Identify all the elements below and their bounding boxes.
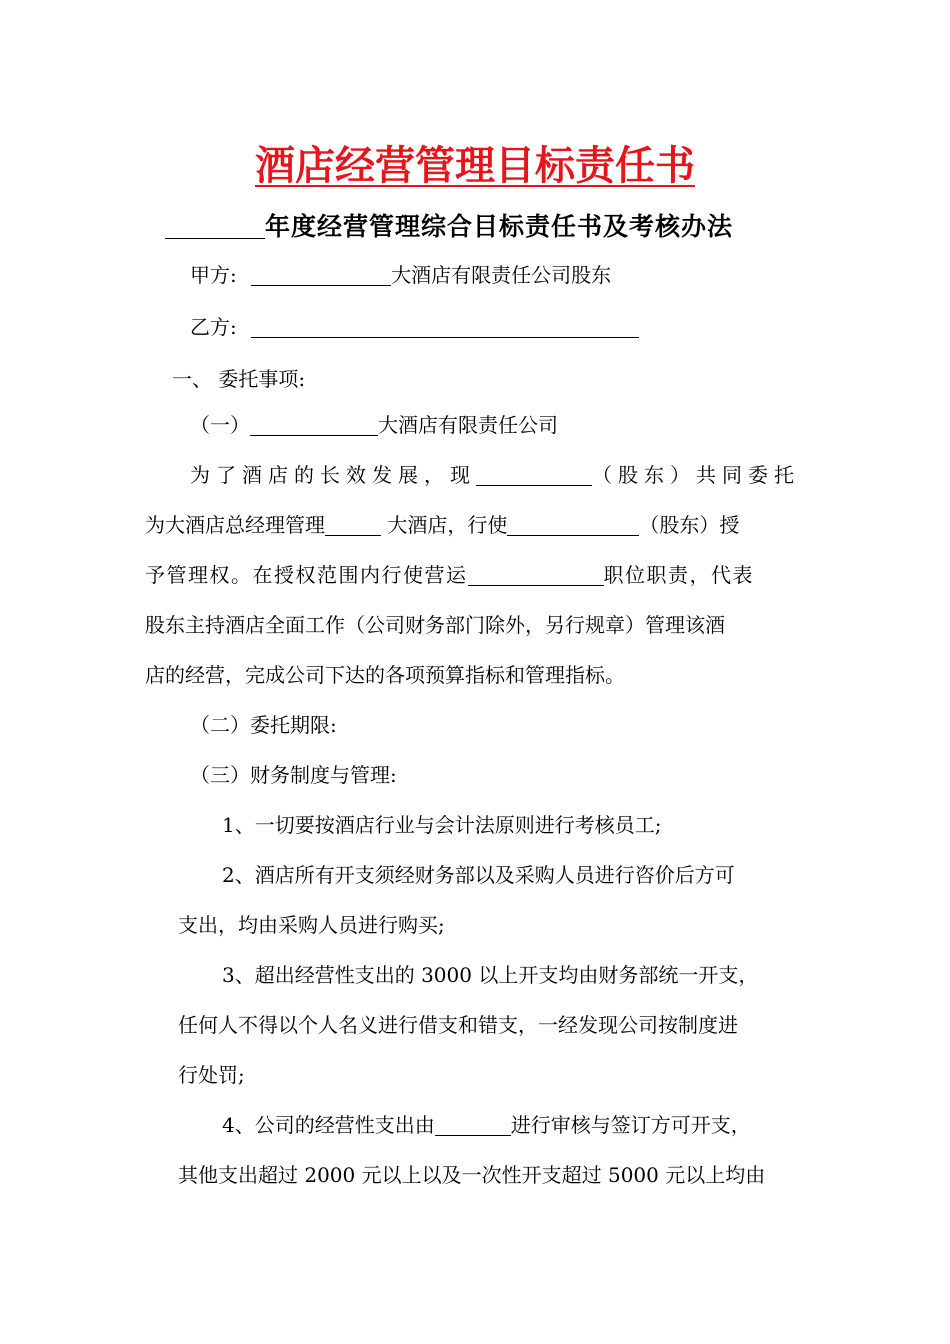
para-1-line-2 (145, 510, 739, 540)
sub-1-text: 大酒店有限责任公司 (378, 413, 558, 437)
para-1-line-3 (145, 560, 754, 590)
para-1-blank-4 (468, 563, 604, 586)
para-1-line-1-b: （股东）共同委托 (592, 463, 800, 487)
sub-2-heading: （二）委托期限: (190, 713, 337, 737)
document-subtitle (165, 210, 733, 244)
para-1-line-3-a: 予管理权。在授权范围内行使营运 (145, 563, 468, 587)
item-4-line-1 (222, 1110, 751, 1140)
sub-1-blank (250, 413, 378, 436)
para-1-line-2-c: （股东）授 (639, 513, 740, 537)
para-1-line-2-b: 大酒店，行使 (381, 513, 508, 537)
item-4-blank (435, 1113, 511, 1136)
item-4-line-2: 其他支出超过 2000 元以上以及一次性开支超过 5000 元以上均由 (178, 1163, 766, 1187)
sub-3-heading: （三）财务制度与管理: (190, 763, 397, 787)
para-1-line-5: 店的经营，完成公司下达的各项预算指标和管理指标。 (145, 663, 625, 687)
section-1-heading: 一、 委托事项: (172, 367, 306, 391)
para-1-blank-3 (507, 513, 639, 536)
item-3-line-2: 任何人不得以个人名义进行借支和错支，一经发现公司按制度进 (178, 1013, 738, 1037)
party-a-blank (251, 263, 391, 286)
para-1-blank-2 (325, 513, 381, 536)
document-title (0, 140, 950, 192)
item-4-line-1-b: 进行审核与签订方可开支， (510, 1113, 751, 1137)
party-a-line (190, 260, 611, 290)
para-1-line-1 (190, 460, 800, 490)
para-1-line-3-b: 职位职责，代表 (603, 563, 754, 587)
document-title-text: 酒店经营管理目标责任书 (255, 142, 695, 189)
para-1-line-4: 股东主持酒店全面工作（公司财务部门除外，另行规章）管理该酒 (145, 613, 725, 637)
item-3-line-1: 3、超出经营性支出的 3000 以上开支均由财务部统一开支， (222, 963, 759, 987)
item-4-line-1-a: 4、公司的经营性支出由 (222, 1113, 435, 1137)
para-1-blank-1 (476, 463, 592, 486)
sub-1-line (190, 410, 558, 440)
party-b-blank (251, 315, 639, 338)
item-3-line-3: 行处罚; (178, 1063, 245, 1087)
party-b-label: 乙方: (190, 315, 237, 339)
para-1-line-2-a: 为大酒店总经理管理 (145, 513, 325, 537)
sub-1-num: （一） (190, 413, 250, 437)
item-2-line-2: 支出，均由采购人员进行购买; (178, 913, 445, 937)
party-a-text: 大酒店有限责任公司股东 (391, 263, 612, 287)
party-a-label: 甲方: (190, 263, 237, 287)
year-blank (165, 216, 265, 239)
party-b-line (190, 312, 639, 342)
subtitle-text: 年度经营管理综合目标责任书及考核办法 (265, 212, 734, 241)
item-2-line-1: 2、酒店所有开支须经财务部以及采购人员进行咨价后方可 (222, 863, 735, 887)
item-1: 1、一切要按酒店行业与会计法原则进行考核员工; (222, 813, 662, 837)
para-1-line-1-a: 为了酒店的长效发展，现 (190, 463, 476, 487)
